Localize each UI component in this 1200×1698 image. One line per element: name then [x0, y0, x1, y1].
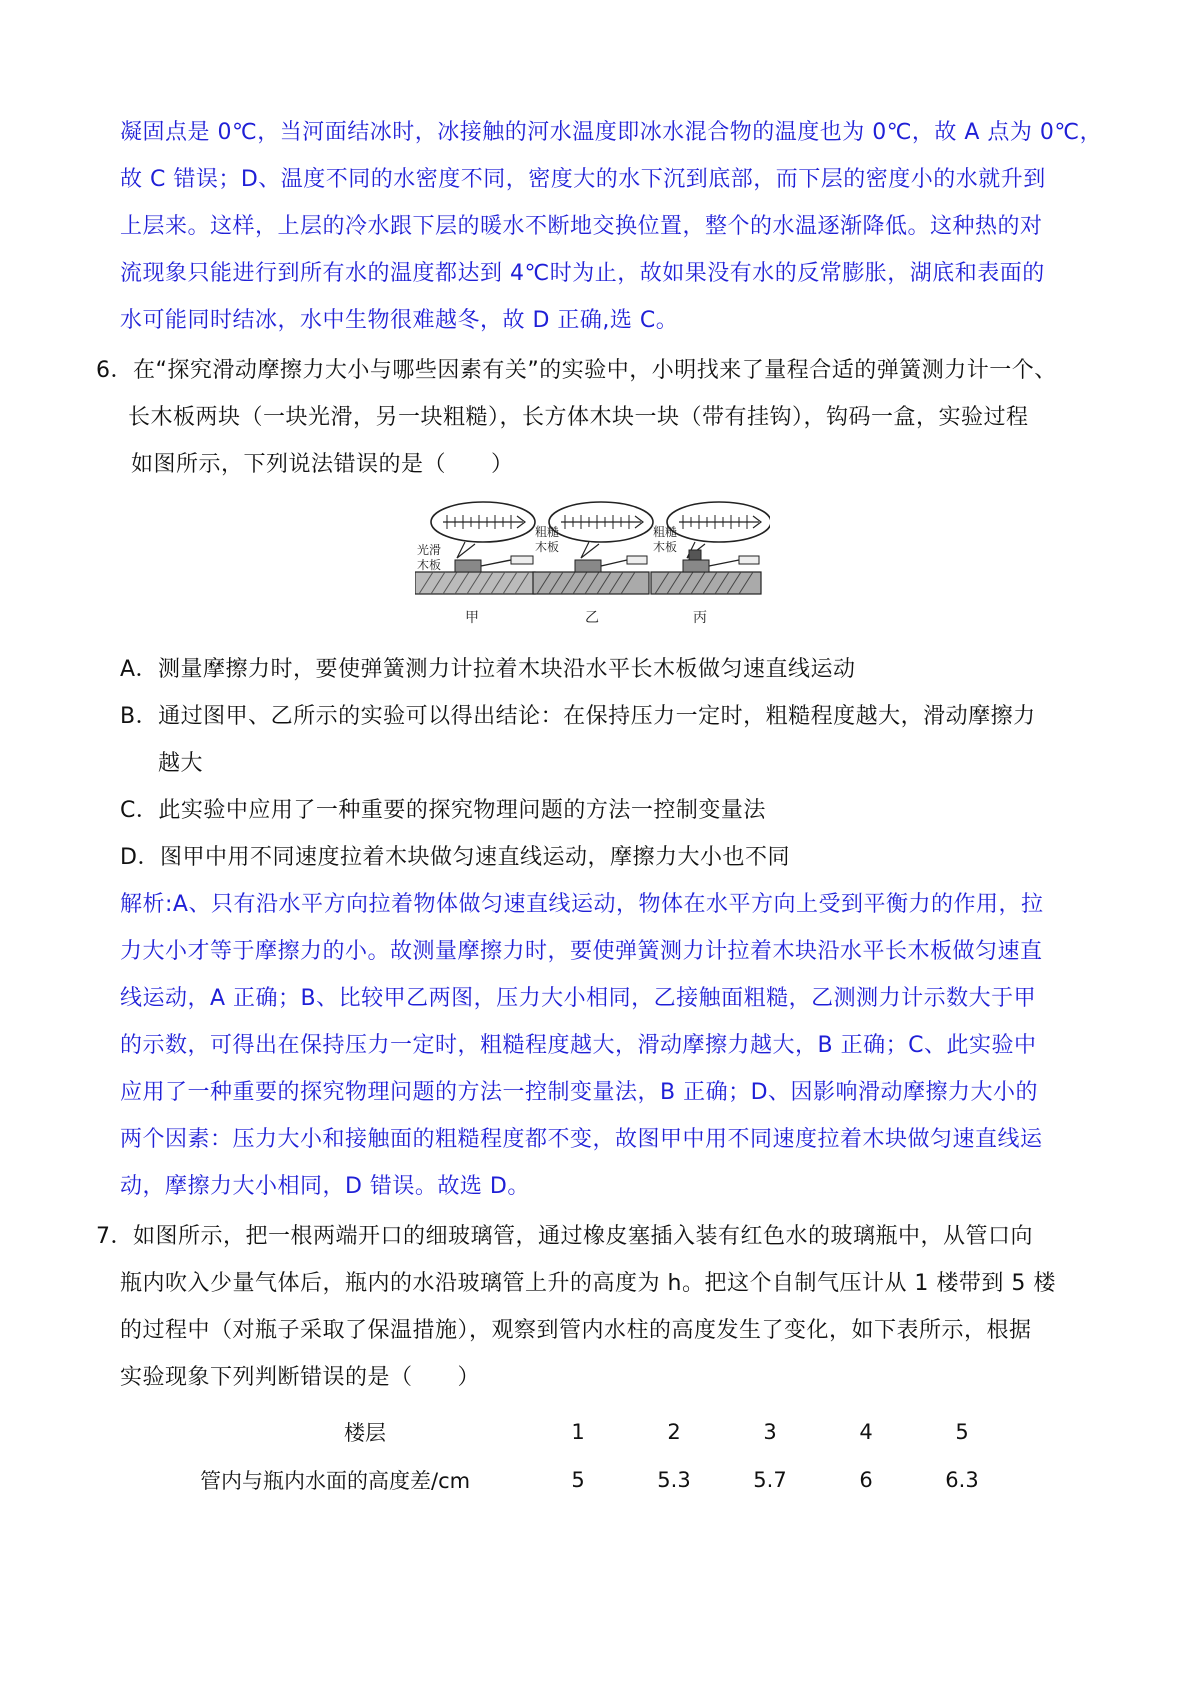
- table-row-height-diff: [200, 1456, 1010, 1504]
- table-cell: 5.7: [753, 1468, 787, 1492]
- table-row-floor: [200, 1408, 1010, 1456]
- panel-a-caption: 甲: [465, 610, 479, 626]
- q7-stem-line-4: 实验现象下列判断错误的是（ ）: [120, 1365, 481, 1390]
- table-cell: 4: [859, 1420, 873, 1444]
- prev-explanation-line-2: 故 C 错误；D、温度不同的水密度不同，密度大的水下沉到底部，而下层的密度小的水就升到: [120, 167, 1046, 192]
- q6-explanation-line-5: 应用了一种重要的探究物理问题的方法一控制变量法，B 正确；D、因影响滑动摩擦力大小的: [120, 1080, 1039, 1105]
- q6-stem-line-3: 如图所示，下列说法错误的是（ ）: [131, 452, 514, 477]
- q6-explanation-line-7: 动，摩擦力大小相同，D 错误。故选 D。: [120, 1174, 530, 1199]
- q7-stem-line-1: 7．如图所示，把一根两端开口的细玻璃管，通过橡皮塞插入装有红色水的玻璃瓶中，从管口向: [96, 1224, 1034, 1249]
- panel-a: [415, 502, 535, 626]
- prev-explanation-line-1: 凝固点是 0℃，当河面结冰时，冰接触的河水温度即冰水混合物的温度也为 0℃，故 A 点为 0℃，: [120, 120, 1103, 145]
- prev-explanation-line-3: 上层来。这样，上层的冷水跟下层的暖水不断地交换位置，整个的水温逐渐降低。这种热的对: [120, 214, 1043, 239]
- panel-b-caption: 乙: [585, 610, 599, 626]
- panel-a-board-label-2: 木板: [417, 558, 442, 572]
- q6-option-d: D．图甲中用不同速度拉着木块做匀速直线运动，摩擦力大小也不同: [120, 845, 790, 870]
- table-cell: 5: [571, 1468, 585, 1492]
- table-label-floor: 楼层: [344, 1421, 386, 1445]
- q6-option-b-cont: 越大: [158, 751, 204, 776]
- table-cell: 6.3: [945, 1468, 979, 1492]
- q6-explanation-line-6: 两个因素：压力大小和接触面的粗糙程度都不变，故图甲中用不同速度拉着木块做匀速直线运: [120, 1127, 1043, 1152]
- panel-a-board-label-1: 光滑: [417, 543, 442, 557]
- q6-stem-line-1: 6．在“探究滑动摩擦力大小与哪些因素有关”的实验中，小明找来了量程合适的弹簧测力计一个、: [96, 358, 1057, 383]
- panel-b: [533, 502, 653, 626]
- panel-b-board-label-1: 粗糙: [535, 525, 560, 539]
- q6-explanation-line-2: 力大小才等于摩擦力的小。故测量摩擦力时，要使弹簧测力计拉着木块沿水平长木板做匀速直: [120, 939, 1043, 964]
- q6-explanation-line-4: 的示数，可得出在保持压力一定时，粗糙程度越大，滑动摩擦力越大，B 正确；C、此实验中: [120, 1033, 1037, 1058]
- table-cell: 5: [955, 1420, 969, 1444]
- table-cell: 5.3: [657, 1468, 691, 1492]
- table-label-height-diff: 管内与瓶内水面的高度差/cm: [200, 1469, 471, 1493]
- table-cell: 2: [667, 1420, 681, 1444]
- q6-option-b: B．通过图甲、乙所示的实验可以得出结论：在保持压力一定时，粗糙程度越大，滑动摩擦力: [120, 704, 1036, 729]
- q6-explanation-line-3: 线运动，A 正确；B、比较甲乙两图，压力大小相同，乙接触面粗糙，乙测测力计示数大于甲: [120, 986, 1037, 1011]
- prev-explanation-line-4: 流现象只能进行到所有水的温度都达到 4℃时为止，故如果没有水的反常膨胀，湖底和表面的: [120, 261, 1045, 286]
- q7-stem-line-2: 瓶内吹入少量气体后，瓶内的水沿玻璃管上升的高度为 h。把这个自制气压计从 1 楼带到 5 楼: [120, 1271, 1056, 1296]
- panel-c-caption: 丙: [693, 610, 707, 626]
- friction-experiment-figure: [415, 498, 770, 638]
- q6-stem-line-2: 长木板两块（一块光滑，另一块粗糙），长方体木块一块（带有挂钩），钩码一盒，实验过程: [128, 405, 1029, 430]
- panel-b-board-label-2: 木板: [535, 540, 560, 554]
- q6-option-c: C．此实验中应用了一种重要的探究物理问题的方法一控制变量法: [120, 798, 766, 823]
- table-cell: 6: [859, 1468, 873, 1492]
- prev-explanation-line-5: 水可能同时结冰，水中生物很难越冬，故 D 正确,选 C。: [120, 308, 679, 333]
- panel-c-board-label-2: 木板: [653, 540, 678, 554]
- table-cell: 3: [763, 1420, 777, 1444]
- q6-option-a: A．测量摩擦力时，要使弹簧测力计拉着木块沿水平长木板做匀速直线运动: [120, 657, 856, 682]
- q7-stem-line-3: 的过程中（对瓶子采取了保温措施），观察到管内水柱的高度发生了变化，如下表所示，根据: [120, 1318, 1032, 1343]
- altitude-table: [200, 1408, 1010, 1504]
- q6-explanation-line-1: 解析:A、只有沿水平方向拉着物体做匀速直线运动，物体在水平方向上受到平衡力的作用，拉: [120, 892, 1044, 917]
- panel-c-board-label-1: 粗糙: [653, 525, 678, 539]
- table-cell: 1: [571, 1420, 585, 1444]
- panel-c: [651, 502, 770, 626]
